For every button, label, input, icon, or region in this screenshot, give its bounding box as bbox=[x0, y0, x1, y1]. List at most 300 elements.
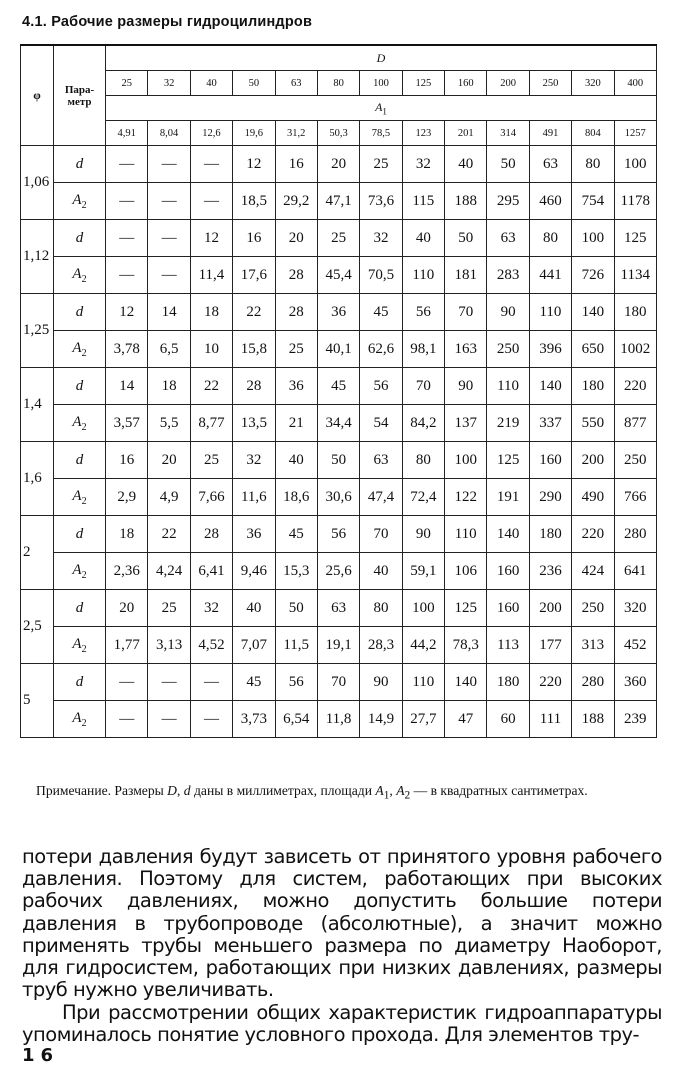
d-value: 160 bbox=[487, 590, 529, 627]
param-A2 bbox=[54, 627, 106, 664]
A2-value: 6,5 bbox=[148, 331, 190, 368]
d-value: 28 bbox=[233, 368, 275, 405]
A2-value: 78,3 bbox=[445, 627, 487, 664]
d-value: 16 bbox=[275, 146, 317, 183]
d-value: 200 bbox=[572, 442, 614, 479]
A2-value: — bbox=[190, 701, 232, 738]
A1-value: 19,6 bbox=[233, 121, 275, 146]
A2-value: 4,24 bbox=[148, 553, 190, 590]
table-row-d bbox=[21, 220, 657, 257]
d-value: 70 bbox=[445, 294, 487, 331]
d-value: 36 bbox=[233, 516, 275, 553]
d-value: 180 bbox=[572, 368, 614, 405]
d-value: 100 bbox=[402, 590, 444, 627]
note-text-3: — в квадратных сантиметрах. bbox=[410, 783, 588, 798]
d-value: 56 bbox=[360, 368, 402, 405]
A2-value: 8,77 bbox=[190, 405, 232, 442]
d-value: 25 bbox=[317, 220, 359, 257]
A2-value: 3,78 bbox=[106, 331, 148, 368]
d-value: 100 bbox=[445, 442, 487, 479]
header-row-A1-values bbox=[21, 121, 657, 146]
param-A2 bbox=[54, 183, 106, 220]
note-comma-2: , bbox=[389, 783, 397, 798]
d-value: 16 bbox=[233, 220, 275, 257]
d-value: 40 bbox=[233, 590, 275, 627]
param-A2 bbox=[54, 331, 106, 368]
param-A2 bbox=[54, 405, 106, 442]
table-row-d bbox=[21, 442, 657, 479]
A1-value: 50,3 bbox=[317, 121, 359, 146]
d-value: 25 bbox=[148, 590, 190, 627]
d-value: 280 bbox=[572, 664, 614, 701]
A1-label: A bbox=[375, 99, 383, 114]
d-value: 40 bbox=[402, 220, 444, 257]
d-value: 250 bbox=[572, 590, 614, 627]
d-value: 36 bbox=[275, 368, 317, 405]
param-A2-sub: 2 bbox=[81, 199, 87, 211]
A2-value: 40 bbox=[360, 553, 402, 590]
A2-value: 28,3 bbox=[360, 627, 402, 664]
d-value: 50 bbox=[445, 220, 487, 257]
d-value: 220 bbox=[529, 664, 571, 701]
d-value: 220 bbox=[572, 516, 614, 553]
d-value: 320 bbox=[614, 590, 657, 627]
A2-value: 460 bbox=[529, 183, 571, 220]
A2-value: 2,9 bbox=[106, 479, 148, 516]
param-A2 bbox=[54, 257, 106, 294]
A2-value: 28 bbox=[275, 257, 317, 294]
D-value: 63 bbox=[275, 71, 317, 96]
param-A2-label: A bbox=[72, 635, 82, 652]
table-note bbox=[22, 782, 662, 805]
d-value: 56 bbox=[317, 516, 359, 553]
A1-value: 78,5 bbox=[360, 121, 402, 146]
param-A2-label: A bbox=[72, 191, 82, 208]
A1-label-sub: 1 bbox=[382, 106, 387, 117]
param-d: d bbox=[54, 294, 106, 331]
param-A2-sub: 2 bbox=[81, 569, 87, 581]
param-header: Пара- метр bbox=[54, 45, 106, 146]
A2-value: — bbox=[106, 183, 148, 220]
d-value: 80 bbox=[529, 220, 571, 257]
D-value: 160 bbox=[445, 71, 487, 96]
d-value: 28 bbox=[190, 516, 232, 553]
A2-value: 25,6 bbox=[317, 553, 359, 590]
d-value: 125 bbox=[614, 220, 657, 257]
param-A2 bbox=[54, 479, 106, 516]
d-value: 110 bbox=[402, 664, 444, 701]
d-value: 22 bbox=[233, 294, 275, 331]
A2-value: 44,2 bbox=[402, 627, 444, 664]
A2-value: 62,6 bbox=[360, 331, 402, 368]
table-row-A2 bbox=[21, 479, 657, 516]
d-value: 90 bbox=[402, 516, 444, 553]
d-value: 200 bbox=[529, 590, 571, 627]
note-text-1: Примечание. Размеры bbox=[36, 783, 168, 798]
A2-value: 1134 bbox=[614, 257, 657, 294]
A2-value: 7,07 bbox=[233, 627, 275, 664]
d-value: 63 bbox=[529, 146, 571, 183]
d-value: 160 bbox=[529, 442, 571, 479]
param-A2-sub: 2 bbox=[81, 273, 87, 285]
A2-value: 766 bbox=[614, 479, 657, 516]
A2-value: 113 bbox=[487, 627, 529, 664]
phi-value: 2 bbox=[21, 516, 54, 590]
D-value: 80 bbox=[317, 71, 359, 96]
table-row-A2 bbox=[21, 405, 657, 442]
A2-value: 188 bbox=[445, 183, 487, 220]
D-value: 50 bbox=[233, 71, 275, 96]
A2-value: 15,3 bbox=[275, 553, 317, 590]
header-row-D bbox=[21, 45, 657, 71]
A2-value: 641 bbox=[614, 553, 657, 590]
param-A2-label: A bbox=[72, 561, 82, 578]
D-value: 200 bbox=[487, 71, 529, 96]
A2-value: 6,54 bbox=[275, 701, 317, 738]
d-value: 20 bbox=[275, 220, 317, 257]
A2-value: — bbox=[148, 257, 190, 294]
body-paragraph-2: При рассмотрении общих характеристик гидроаппаратуры упоминалось понятие условного прохода. Для элементов тру- bbox=[22, 1001, 662, 1047]
d-value: 32 bbox=[233, 442, 275, 479]
A2-value: 726 bbox=[572, 257, 614, 294]
table-row-A2 bbox=[21, 701, 657, 738]
page-number: 16 bbox=[22, 1045, 60, 1066]
A2-value: 110 bbox=[402, 257, 444, 294]
d-value: 32 bbox=[402, 146, 444, 183]
param-d: d bbox=[54, 220, 106, 257]
d-value: 63 bbox=[360, 442, 402, 479]
param-d: d bbox=[54, 516, 106, 553]
d-value: 220 bbox=[614, 368, 657, 405]
d-value: 110 bbox=[487, 368, 529, 405]
A2-value: — bbox=[106, 257, 148, 294]
param-A2-label: A bbox=[72, 265, 82, 282]
d-value: 45 bbox=[360, 294, 402, 331]
A2-value: 98,1 bbox=[402, 331, 444, 368]
d-value: 20 bbox=[106, 590, 148, 627]
A2-value: 9,46 bbox=[233, 553, 275, 590]
A1-value: 31,2 bbox=[275, 121, 317, 146]
A2-value: 59,1 bbox=[402, 553, 444, 590]
A2-value: 18,6 bbox=[275, 479, 317, 516]
note-comma-1: , bbox=[177, 783, 184, 798]
A2-value: 106 bbox=[445, 553, 487, 590]
d-value: 125 bbox=[445, 590, 487, 627]
d-value: 36 bbox=[317, 294, 359, 331]
d-value: 56 bbox=[402, 294, 444, 331]
body-paragraph-1: потери давления будут зависеть от принятого уровня рабочего давления. Поэтому для систем, работающих при высоких рабочих давлениях, можно допустить большие потери давления в трубопроводе (абсолютные), а значит можно применять трубы меньшего размера по диаметру Наоборот, для гидросистем, работающих при низких давлениях, размеры труб нужно увеличивать. bbox=[22, 845, 662, 1002]
d-value: 14 bbox=[106, 368, 148, 405]
A2-value: 191 bbox=[487, 479, 529, 516]
A2-value: — bbox=[106, 701, 148, 738]
A2-value: 1,77 bbox=[106, 627, 148, 664]
A2-value: 25 bbox=[275, 331, 317, 368]
D-value: 400 bbox=[614, 71, 657, 96]
A2-value: 34,4 bbox=[317, 405, 359, 442]
A2-value: 30,6 bbox=[317, 479, 359, 516]
d-value: 28 bbox=[275, 294, 317, 331]
d-value: 80 bbox=[360, 590, 402, 627]
header-row-D-values bbox=[21, 71, 657, 96]
d-value: — bbox=[190, 146, 232, 183]
d-value: 50 bbox=[487, 146, 529, 183]
A2-value: 181 bbox=[445, 257, 487, 294]
A2-value: 122 bbox=[445, 479, 487, 516]
table-row-d bbox=[21, 664, 657, 701]
d-value: 180 bbox=[614, 294, 657, 331]
d-value: 18 bbox=[190, 294, 232, 331]
D-value: 250 bbox=[529, 71, 571, 96]
param-d: d bbox=[54, 368, 106, 405]
d-value: — bbox=[148, 146, 190, 183]
A2-value: 14,9 bbox=[360, 701, 402, 738]
d-value: 140 bbox=[529, 368, 571, 405]
A2-value: 290 bbox=[529, 479, 571, 516]
param-A2-sub: 2 bbox=[81, 347, 87, 359]
d-value: 32 bbox=[360, 220, 402, 257]
d-value: 40 bbox=[445, 146, 487, 183]
A2-value: 5,5 bbox=[148, 405, 190, 442]
param-A2-sub: 2 bbox=[81, 717, 87, 729]
d-value: 100 bbox=[614, 146, 657, 183]
table-row-A2 bbox=[21, 183, 657, 220]
d-value: — bbox=[106, 664, 148, 701]
d-value: 45 bbox=[317, 368, 359, 405]
d-value: 14 bbox=[148, 294, 190, 331]
A2-value: 7,66 bbox=[190, 479, 232, 516]
d-value: 12 bbox=[190, 220, 232, 257]
A2-value: 239 bbox=[614, 701, 657, 738]
A2-value: 550 bbox=[572, 405, 614, 442]
D-value: 125 bbox=[402, 71, 444, 96]
param-A2 bbox=[54, 701, 106, 738]
d-value: 90 bbox=[360, 664, 402, 701]
table-row-d bbox=[21, 146, 657, 183]
d-value: 25 bbox=[190, 442, 232, 479]
A2-value: 17,6 bbox=[233, 257, 275, 294]
d-value: 80 bbox=[402, 442, 444, 479]
A2-value: 11,5 bbox=[275, 627, 317, 664]
A2-value: 337 bbox=[529, 405, 571, 442]
A1-value: 314 bbox=[487, 121, 529, 146]
A2-value: 3,73 bbox=[233, 701, 275, 738]
phi-value: 1,6 bbox=[21, 442, 54, 516]
table-row-A2 bbox=[21, 331, 657, 368]
A1-value: 8,04 bbox=[148, 121, 190, 146]
d-value: 40 bbox=[275, 442, 317, 479]
D-value: 40 bbox=[190, 71, 232, 96]
note-A1: A bbox=[375, 783, 384, 798]
d-value: — bbox=[148, 220, 190, 257]
phi-value: 5 bbox=[21, 664, 54, 738]
A2-value: 70,5 bbox=[360, 257, 402, 294]
A2-value: 11,6 bbox=[233, 479, 275, 516]
A2-value: 313 bbox=[572, 627, 614, 664]
d-value: 12 bbox=[106, 294, 148, 331]
d-value: 110 bbox=[445, 516, 487, 553]
A2-value: 1178 bbox=[614, 183, 657, 220]
A2-value: 452 bbox=[614, 627, 657, 664]
A2-value: 490 bbox=[572, 479, 614, 516]
A2-value: 19,1 bbox=[317, 627, 359, 664]
d-value: 125 bbox=[487, 442, 529, 479]
d-value: 22 bbox=[190, 368, 232, 405]
A2-value: 27,7 bbox=[402, 701, 444, 738]
table-row-A2 bbox=[21, 553, 657, 590]
A2-value: 111 bbox=[529, 701, 571, 738]
header-row-A1 bbox=[21, 96, 657, 121]
A1-value: 201 bbox=[445, 121, 487, 146]
d-value: — bbox=[190, 664, 232, 701]
param-d: d bbox=[54, 442, 106, 479]
A2-value: 250 bbox=[487, 331, 529, 368]
A2-value: 163 bbox=[445, 331, 487, 368]
A2-value: 21 bbox=[275, 405, 317, 442]
A2-value: 60 bbox=[487, 701, 529, 738]
d-value: — bbox=[148, 664, 190, 701]
A2-value: — bbox=[190, 183, 232, 220]
phi-value: 2,5 bbox=[21, 590, 54, 664]
param-A2-label: A bbox=[72, 413, 82, 430]
table-row-d bbox=[21, 516, 657, 553]
A2-value: 295 bbox=[487, 183, 529, 220]
A2-value: — bbox=[148, 701, 190, 738]
d-value: 32 bbox=[190, 590, 232, 627]
A2-value: 3,13 bbox=[148, 627, 190, 664]
A2-value: 15,8 bbox=[233, 331, 275, 368]
A2-value: 424 bbox=[572, 553, 614, 590]
A2-value: 73,6 bbox=[360, 183, 402, 220]
cylinder-dimensions-table bbox=[20, 44, 657, 738]
A2-value: 4,9 bbox=[148, 479, 190, 516]
A2-value: 160 bbox=[487, 553, 529, 590]
A1-value: 123 bbox=[402, 121, 444, 146]
d-value: 140 bbox=[445, 664, 487, 701]
A1-value: 4,91 bbox=[106, 121, 148, 146]
d-value: 63 bbox=[317, 590, 359, 627]
table-row-d bbox=[21, 590, 657, 627]
A2-value: 2,36 bbox=[106, 553, 148, 590]
note-A1-sub: 1 bbox=[383, 789, 390, 802]
note-A2: A bbox=[396, 783, 405, 798]
param-d: d bbox=[54, 664, 106, 701]
A2-value: 877 bbox=[614, 405, 657, 442]
note-d: d bbox=[183, 783, 191, 798]
d-value: 16 bbox=[106, 442, 148, 479]
A2-value: 29,2 bbox=[275, 183, 317, 220]
d-value: 280 bbox=[614, 516, 657, 553]
A2-value: 13,5 bbox=[233, 405, 275, 442]
A1-value: 12,6 bbox=[190, 121, 232, 146]
d-value: 80 bbox=[572, 146, 614, 183]
D-value: 32 bbox=[148, 71, 190, 96]
d-value: 22 bbox=[148, 516, 190, 553]
A2-value: 219 bbox=[487, 405, 529, 442]
A2-value: 47,1 bbox=[317, 183, 359, 220]
param-A2-label: A bbox=[72, 487, 82, 504]
d-value: 100 bbox=[572, 220, 614, 257]
param-A2-sub: 2 bbox=[81, 495, 87, 507]
phi-value: 1,25 bbox=[21, 294, 54, 368]
d-value: 56 bbox=[275, 664, 317, 701]
d-value: 50 bbox=[275, 590, 317, 627]
A2-value: 137 bbox=[445, 405, 487, 442]
phi-value: 1,4 bbox=[21, 368, 54, 442]
A2-value: 47,4 bbox=[360, 479, 402, 516]
d-value: — bbox=[106, 220, 148, 257]
param-d: d bbox=[54, 590, 106, 627]
D-value: 25 bbox=[106, 71, 148, 96]
d-value: 140 bbox=[572, 294, 614, 331]
d-value: 250 bbox=[614, 442, 657, 479]
A2-value: 11,8 bbox=[317, 701, 359, 738]
A2-value: 6,41 bbox=[190, 553, 232, 590]
d-value: 18 bbox=[148, 368, 190, 405]
A2-value: 396 bbox=[529, 331, 571, 368]
d-value: 180 bbox=[487, 664, 529, 701]
A2-value: 84,2 bbox=[402, 405, 444, 442]
A2-value: 40,1 bbox=[317, 331, 359, 368]
d-value: — bbox=[106, 146, 148, 183]
A2-value: 4,52 bbox=[190, 627, 232, 664]
d-value: 70 bbox=[402, 368, 444, 405]
param-A2-label: A bbox=[72, 709, 82, 726]
d-value: 360 bbox=[614, 664, 657, 701]
param-d: d bbox=[54, 146, 106, 183]
param-A2-label: A bbox=[72, 339, 82, 356]
param-A2-sub: 2 bbox=[81, 421, 87, 433]
D-header: D bbox=[106, 45, 657, 71]
A2-value: 3,57 bbox=[106, 405, 148, 442]
phi-value: 1,12 bbox=[21, 220, 54, 294]
d-value: 70 bbox=[317, 664, 359, 701]
A2-value: 1002 bbox=[614, 331, 657, 368]
note-text-2: даны в миллиметрах, площади bbox=[190, 783, 376, 798]
A2-value: 115 bbox=[402, 183, 444, 220]
d-value: 25 bbox=[360, 146, 402, 183]
d-value: 180 bbox=[529, 516, 571, 553]
A2-value: — bbox=[148, 183, 190, 220]
A2-value: 188 bbox=[572, 701, 614, 738]
table-title: 4.1. Рабочие размеры гидроцилиндров bbox=[22, 14, 313, 30]
d-value: 110 bbox=[529, 294, 571, 331]
A2-value: 236 bbox=[529, 553, 571, 590]
table-row-d bbox=[21, 368, 657, 405]
A1-value: 491 bbox=[529, 121, 571, 146]
d-value: 18 bbox=[106, 516, 148, 553]
A2-value: 54 bbox=[360, 405, 402, 442]
A2-value: 47 bbox=[445, 701, 487, 738]
A1-value: 1257 bbox=[614, 121, 657, 146]
param-A2 bbox=[54, 553, 106, 590]
note-D: D bbox=[167, 783, 177, 798]
D-value: 320 bbox=[572, 71, 614, 96]
A2-value: 10 bbox=[190, 331, 232, 368]
A2-value: 45,4 bbox=[317, 257, 359, 294]
A2-value: 177 bbox=[529, 627, 571, 664]
phi-value: 1,06 bbox=[21, 146, 54, 220]
A2-value: 72,4 bbox=[402, 479, 444, 516]
A2-value: 754 bbox=[572, 183, 614, 220]
table-row-A2 bbox=[21, 627, 657, 664]
A1-value: 804 bbox=[572, 121, 614, 146]
d-value: 45 bbox=[275, 516, 317, 553]
A2-value: 11,4 bbox=[190, 257, 232, 294]
A2-value: 18,5 bbox=[233, 183, 275, 220]
d-value: 50 bbox=[317, 442, 359, 479]
table-row-d bbox=[21, 294, 657, 331]
d-value: 70 bbox=[360, 516, 402, 553]
